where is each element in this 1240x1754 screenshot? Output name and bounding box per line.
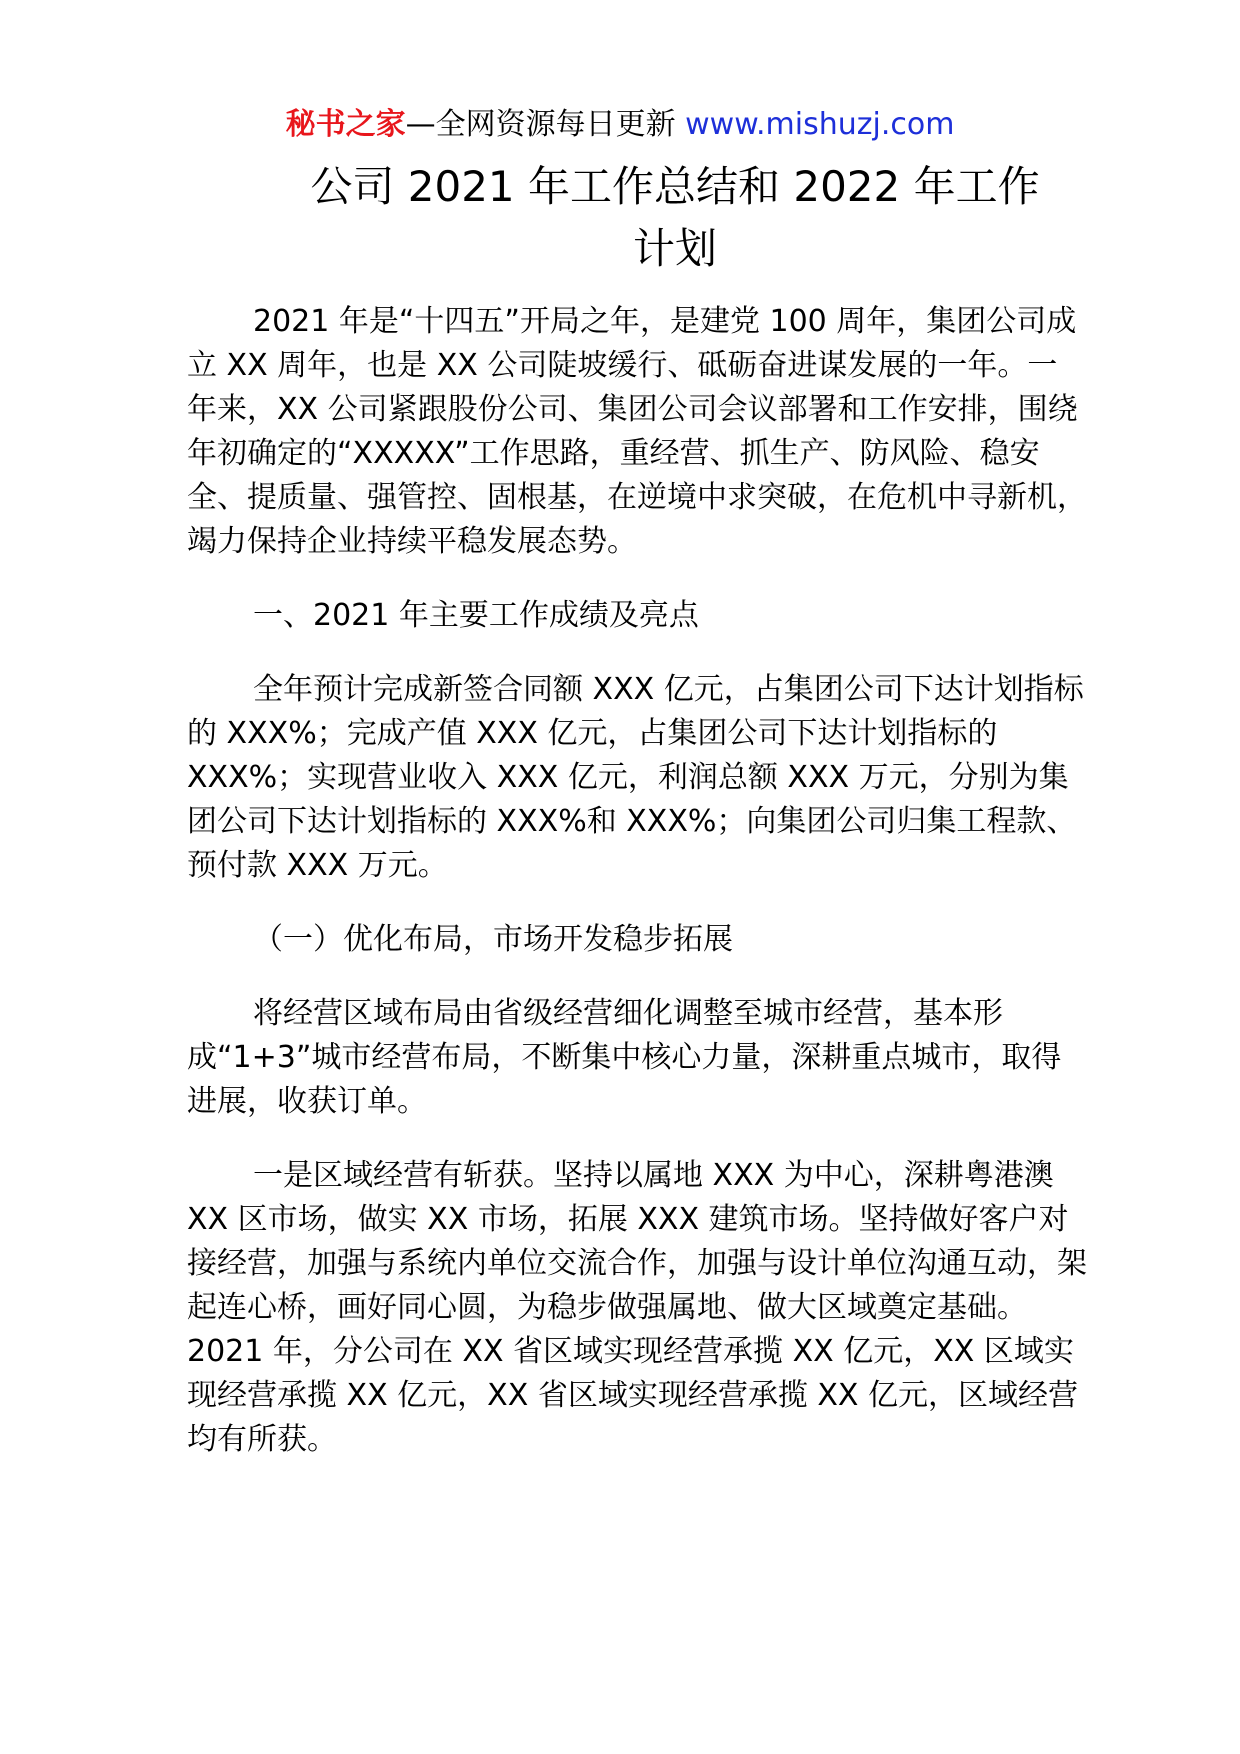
site-tagline: —全网资源每日更新 bbox=[405, 107, 686, 142]
subsection-heading-1: （一）优化布局，市场开发稳步拓展 bbox=[253, 922, 733, 957]
site-header bbox=[0, 104, 1240, 146]
layout-paragraph: 将经营区域布局由省级经营细化调整至城市经营，基本形成“1+3”城市经营布局，不断集中核心力量，深耕重点城市，取得进展，收获订单。 bbox=[187, 996, 1062, 1119]
summary-paragraph: 全年预计完成新签合同额 XXX 亿元，占集团公司下达计划指标的 XXX%；完成产值 XXX 亿元，占集团公司下达计划指标的 XXX%；实现营业收入 XXX 亿元，利润总额 XXX 万元，分别为集团公司下达计划指标的 XXX%和 XXX%；向集团公司归集工程款、预付款 XXX 万元。 bbox=[187, 672, 1084, 883]
site-brand: 秘书之家 bbox=[285, 107, 406, 142]
regional-paragraph: 一是区域经营有斩获。坚持以属地 XXX 为中心，深耕粤港澳 XX 区市场，做实 XX 市场，拓展 XXX 建筑市场。坚持做好客户对接经营，加强与系统内单位交流合作，加强与设计单位沟通互动，架起连心桥，画好同心圆，为稳步做强属地、做大区域奠定基础。2021 年，分公司在 XX 省区域实现经营承揽 XX 亿元，XX 区域实现经营承揽 XX 亿元，XX 省区域实现经营承揽 XX 亿元，区域经营均有所获。 bbox=[187, 1158, 1087, 1457]
site-url-link[interactable]: www.mishuzj.com bbox=[685, 107, 955, 142]
document-body bbox=[187, 300, 1087, 1492]
section-heading-1: 一、2021 年主要工作成绩及亮点 bbox=[253, 598, 699, 633]
intro-paragraph: 2021 年是“十四五”开局之年，是建党 100 周年，集团公司成立 XX 周年，也是 XX 公司陡坡缓行、砥砺奋进谋发展的一年。一年来，XX 公司紧跟股份公司、集团公司会议部署和工作安排，围绕年初确定的“XXXXX”工作思路，重经营、抓生产、防风险、稳安全、提质量、强管控、固根基，在逆境中求突破，在危机中寻新机，竭力保持企业持续平稳发展态势。 bbox=[187, 304, 1087, 559]
document-title: 公司 2021 年工作总结和 2022 年工作计划 bbox=[310, 162, 1040, 273]
